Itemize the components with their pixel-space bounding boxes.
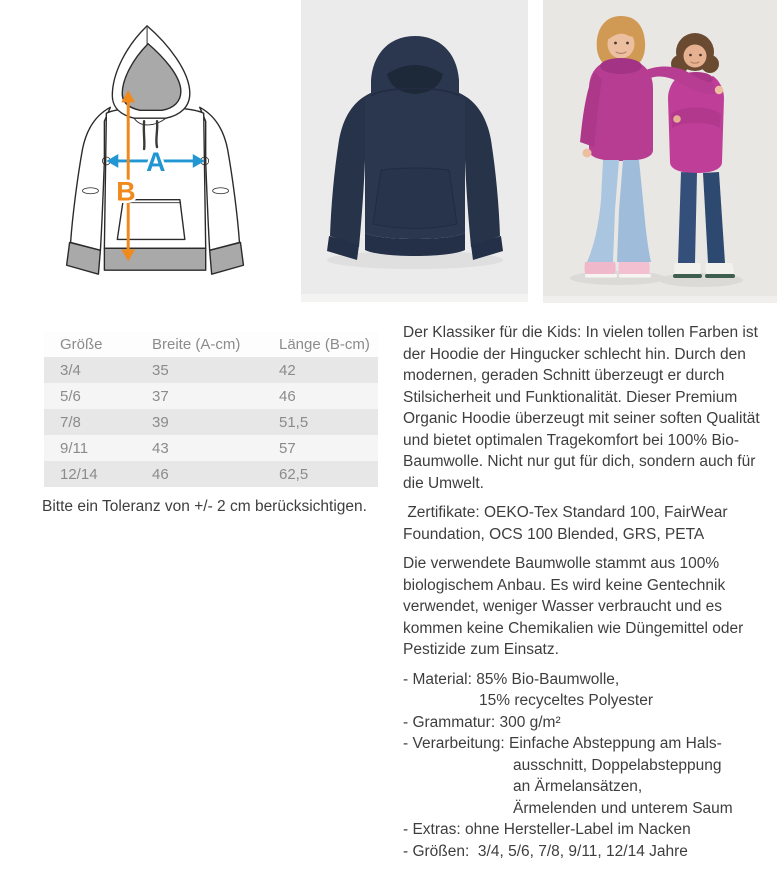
size-table	[44, 332, 378, 487]
cell-laenge: 57	[279, 435, 378, 461]
spec-material-cont: 15% recyceltes Polyester	[479, 692, 654, 709]
model-photo[interactable]	[543, 0, 777, 303]
description-paragraph-intro: Der Klassiker für die Kids: In vielen tollen Farben ist der Hoodie der Hingucker schlecht hin. Durch den modernen, geraden Schnitt überzeugt er durch Stilsicherheit und Funktionalität. Dieser Premium Organic Hoodie überzeugt mit seiner soften Qualität und bietet optimalen Tragekomfort bei 100% Bio-Baumwolle. Nicht nur gut für dich, sondern auch für die Umwelt.	[403, 324, 760, 492]
spec-grammatur: - Grammatur: 300 g/m²	[403, 713, 561, 731]
hoodie-measurement-diagram	[40, 4, 280, 302]
cell-laenge: 51,5	[279, 409, 378, 435]
size-diagram-image[interactable]	[40, 4, 280, 302]
cell-breite: 46	[152, 461, 279, 487]
spec-verarbeitung: - Verarbeitung: Einfache Absteppung am Hals-	[403, 735, 722, 752]
table-row	[44, 383, 378, 409]
spec-material: - Material: 85% Bio-Baumwolle,	[403, 670, 620, 688]
spec-verarbeitung-cont: Ärmelenden und unterem Saum	[513, 799, 733, 817]
product-description	[403, 322, 775, 862]
spec-list	[403, 669, 775, 863]
spec-verarbeitung-cont: ausschnitt, Doppelabsteppung	[513, 756, 722, 774]
width-label: A	[146, 146, 166, 177]
table-row	[44, 357, 378, 383]
spec-verarbeitung-cont: an Ärmelansätzen,	[513, 778, 643, 795]
navy-hoodie-illustration	[301, 0, 528, 302]
cell-breite: 37	[152, 383, 279, 409]
product-photo[interactable]	[301, 0, 528, 302]
cell-size: 12/14	[44, 461, 152, 487]
cell-size: 5/6	[44, 383, 152, 409]
kids-wearing-hoodies-illustration	[543, 0, 777, 303]
cell-size: 7/8	[44, 409, 152, 435]
col-header-groesse: Größe	[44, 332, 152, 357]
cell-breite: 35	[152, 357, 279, 383]
col-header-laenge: Länge (B-cm)	[279, 332, 378, 357]
tolerance-note: Bitte ein Toleranz von +/- 2 cm berücksichtigen.	[42, 498, 367, 515]
length-label: B	[116, 176, 136, 207]
cell-laenge: 42	[279, 357, 378, 383]
description-paragraph-certificates: Zertifikate: OEKO-Tex Standard 100, FairWear Foundation, OCS 100 Blended, GRS, PETA	[403, 504, 732, 543]
col-header-breite: Breite (A-cm)	[152, 332, 279, 357]
cell-laenge: 46	[279, 383, 378, 409]
cell-breite: 39	[152, 409, 279, 435]
cell-laenge: 62,5	[279, 461, 378, 487]
description-paragraph-cotton: Die verwendete Baumwolle stammt aus 100% biologischem Anbau. Es wird keine Gentechnik verwendet, weniger Wasser verbraucht und es kommen keine Chemikalien wie Düngemittel oder Pestizide zum Einsatz.	[403, 555, 744, 658]
spec-extras: - Extras: ohne Hersteller-Label im Nacken	[403, 821, 691, 838]
table-row	[44, 461, 378, 487]
spec-groessen: - Größen: 3/4, 5/6, 7/8, 9/11, 12/14 Jahre	[403, 842, 688, 860]
table-row	[44, 435, 378, 461]
cell-breite: 43	[152, 435, 279, 461]
cell-size: 9/11	[44, 435, 152, 461]
cell-size: 3/4	[44, 357, 152, 383]
size-table-header-row	[44, 332, 378, 357]
table-row	[44, 409, 378, 435]
